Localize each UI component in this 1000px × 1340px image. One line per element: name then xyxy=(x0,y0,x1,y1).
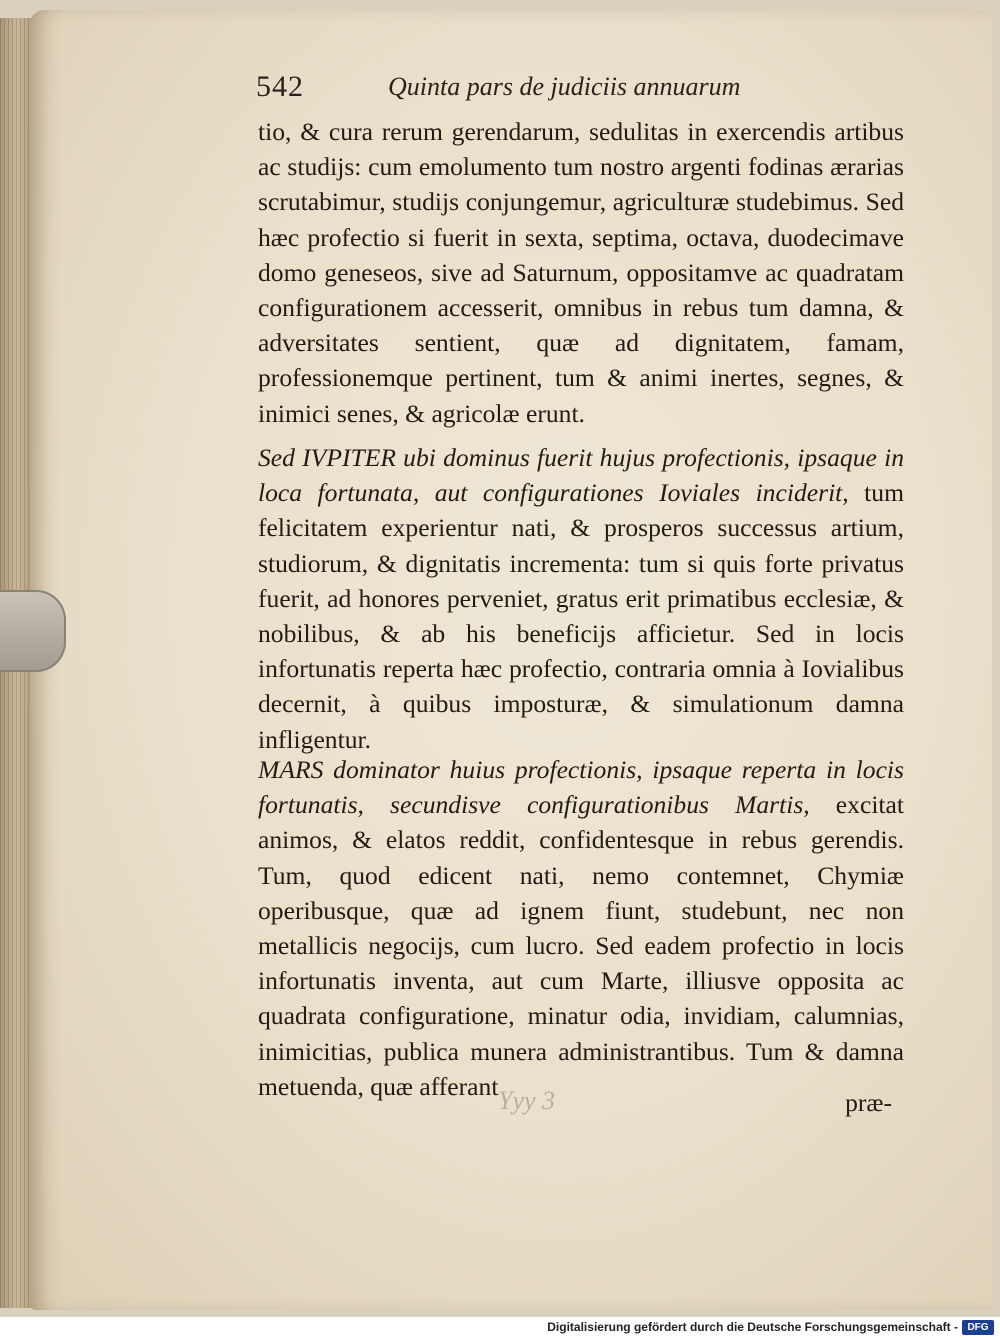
catchword: præ- xyxy=(845,1088,892,1117)
paragraph-2-text: tum felicitatem experientur nati, & prosperos successus artium, studiorum, & dignitatis incrementa: tum si quis forte privatus fuerit, ad honores perveniet, gratus erit primatibus ecclesiæ, & nobilibus, & ab his beneficijs afficietur. Sed in locis infortunatis reperta hæc profectio, contraria omnia à Iovialibus decernit, à quibus imposturæ, & simulationum damna infligentur. xyxy=(258,478,904,754)
signature-mark: Yyy 3 xyxy=(498,1086,556,1115)
dfg-logo: DFG xyxy=(962,1320,994,1335)
paragraph-1 xyxy=(258,114,904,431)
page-clip xyxy=(0,590,66,672)
digitization-footer xyxy=(0,1316,1000,1340)
paragraph-3-lead: MARS dominator huius profectionis, ipsaque reperta in locis fortunatis, secundisve configurationibus Martis, xyxy=(258,755,904,820)
paragraph-3 xyxy=(258,752,904,1104)
page-header xyxy=(256,70,876,114)
footer-credit: Digitalisierung gefördert durch die Deutsche Forschungsgemeinschaft - xyxy=(547,1320,958,1334)
running-title: Quinta pars de judiciis annuarum xyxy=(388,72,741,101)
paragraph-1-text: tio, & cura rerum gerendarum, sedulitas in exercendis artibus ac studijs: cum emolumento tum nostro argenti fodinas ærarias scrutabimur, studijs conjungemur, agriculturæ studebimus. Sed hæc profectio si fuerit in sexta, septima, octava, duodecimave domo geneseos, sive ad Saturnum, oppositamve ac quadratam configurationem accesserit, omnibus in rebus tum damna, & adversitates sentient, quæ ad dignitatem, famam, professionemque pertinent, tum & animi inertes, segnes, & inimici senes, & agricolæ erunt. xyxy=(258,117,904,428)
page-number: 542 xyxy=(256,70,304,103)
paragraph-2-lead: Sed IVPITER ubi dominus fuerit hujus profectionis, ipsaque in loca fortunata, aut configurationes Ioviales inciderit, xyxy=(258,443,904,508)
paragraph-3-text: excitat animos, & elatos reddit, confidentesque in rebus gerendis. Tum, quod edicent nati, nemo contemnet, Chymiæ operibusque, quæ ad ignem fiunt, studebunt, nec non metallicis negocijs, cum lucro. Sed eadem profectio in locis infortunatis inventa, aut cum Marte, illiusve opposita ac quadrata configuratione, minatur odia, invidiam, calumnias, inimicitias, publica munera administrantibus. Tum & damna metuenda, quæ afferant xyxy=(258,790,905,1101)
paragraph-2 xyxy=(258,440,904,757)
